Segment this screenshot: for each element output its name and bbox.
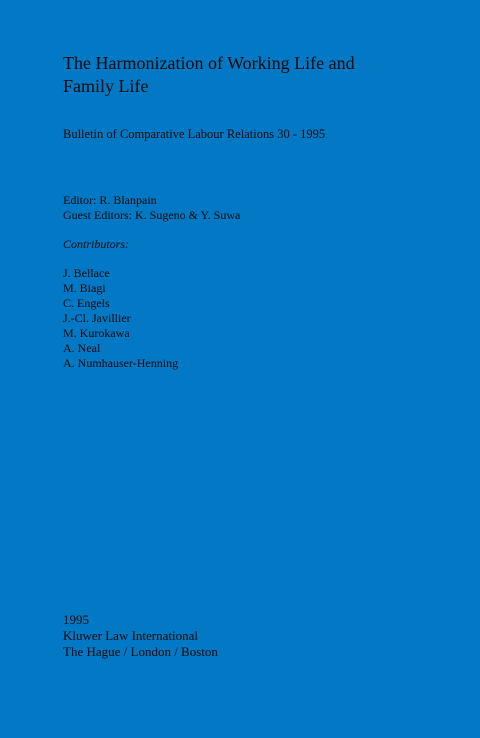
- contributor-item: C. Engels: [63, 296, 110, 310]
- editors-block: [63, 193, 240, 223]
- contributor-item: J.-Cl. Javillier: [63, 311, 131, 325]
- book-title-line-2: Family Life: [63, 76, 149, 96]
- contributors-list: [63, 266, 178, 371]
- contributor-item: M. Biagi: [63, 281, 106, 295]
- editor-line: Editor: R. Blanpain: [63, 193, 157, 207]
- contributor-item: J. Bellace: [63, 266, 110, 280]
- publisher-block: [63, 612, 218, 660]
- publisher-cities: The Hague / London / Boston: [63, 644, 218, 659]
- contributor-item: M. Kurokawa: [63, 326, 130, 340]
- publication-year: 1995: [63, 612, 89, 627]
- contributors-heading: Contributors:: [63, 237, 130, 251]
- book-title: [63, 52, 443, 98]
- contributor-item: A. Numhauser-Henning: [63, 356, 179, 370]
- series-subtitle: Bulletin of Comparative Labour Relations 30 - 1995: [63, 127, 326, 141]
- guest-editors-line: Guest Editors: K. Sugeno & Y. Suwa: [63, 208, 241, 222]
- contributor-item: A. Neal: [63, 341, 101, 355]
- book-title-line-1: The Harmonization of Working Life and: [63, 53, 355, 73]
- publisher-name: Kluwer Law International: [63, 628, 199, 643]
